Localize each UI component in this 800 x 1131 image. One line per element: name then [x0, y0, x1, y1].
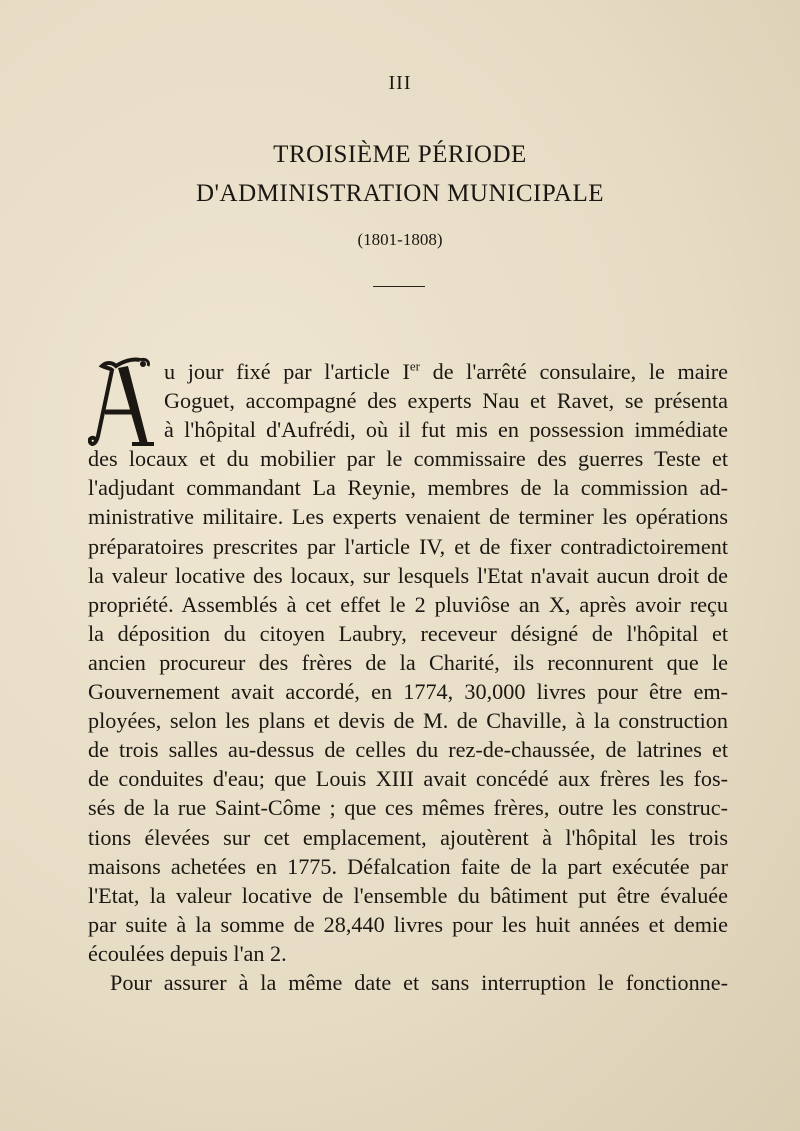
text-line: de conduites d'eau; que Louis XIII avait concédé aux frères les fos- — [88, 766, 728, 792]
text-line: la déposition du citoyen Laubry, receveur désigné de l'hôpital et — [88, 620, 728, 646]
text-line: propriété. Assemblés à cet effet le 2 pluviôse an X, après avoir reçu — [88, 591, 728, 617]
text-line: des locaux et du mobilier par le commissaire des guerres Teste et — [88, 446, 728, 472]
text-line: ployées, selon les plans et devis de M. de Chaville, à la construction — [88, 708, 728, 734]
text-line: l'adjudant commandant La Reynie, membres de la commission ad- — [88, 475, 728, 501]
text-line: ancien procureur des frères de la Charité, ils reconnurent que le — [88, 649, 728, 675]
chapter-title-line-1: TROISIÈME PÉRIODE — [273, 141, 527, 168]
text-line: par suite à la somme de 28,440 livres pour les huit années et demie — [88, 911, 728, 937]
text-line: à l'hôpital d'Aufrédi, où il fut mis en possession immédiate — [164, 417, 728, 443]
chapter-title-line-2: D'ADMINISTRATION MUNICIPALE — [195, 180, 605, 207]
text-line: écoulées depuis l'an 2. — [88, 940, 287, 966]
text-line: de trois salles au-dessus de celles du rez-de-chaussée, de latrines et — [88, 737, 728, 763]
text-line: sés de la rue Saint-Côme ; que ces mêmes frères, outre les construc- — [88, 795, 728, 821]
text-line: l'Etat, la valeur locative de l'ensemble du bâtiment put être évaluée — [88, 882, 728, 908]
text-line: Gouvernement avait accordé, en 1774, 30,000 livres pour être em- — [88, 679, 728, 705]
text-line: maisons achetées en 1775. Défalcation faite de la part exécutée par — [88, 853, 728, 879]
text-line: tions élevées sur cet emplacement, ajoutèrent à l'hôpital les trois — [88, 824, 728, 850]
page-number: III — [388, 72, 412, 94]
text-line: u jour fixé par l'article Ier de l'arrêté consulaire, le maire — [164, 358, 728, 384]
text-line: ministrative militaire. Les experts venaient de terminer les opérations — [88, 504, 728, 530]
text-line: Pour assurer à la même date et sans interruption le fonctionne- — [110, 969, 728, 995]
body-text — [88, 357, 728, 997]
text-line: Goguet, accompagné des experts Nau et Ravet, se présenta — [164, 388, 728, 414]
text-line: la valeur locative des locaux, sur lesquels l'Etat n'avait aucun droit de — [88, 562, 728, 588]
chapter-dates: (1801-1808) — [357, 230, 443, 249]
text-line: préparatoires prescrites par l'article IV, et de fixer contradictoirement — [88, 533, 728, 559]
section-divider — [373, 286, 425, 287]
